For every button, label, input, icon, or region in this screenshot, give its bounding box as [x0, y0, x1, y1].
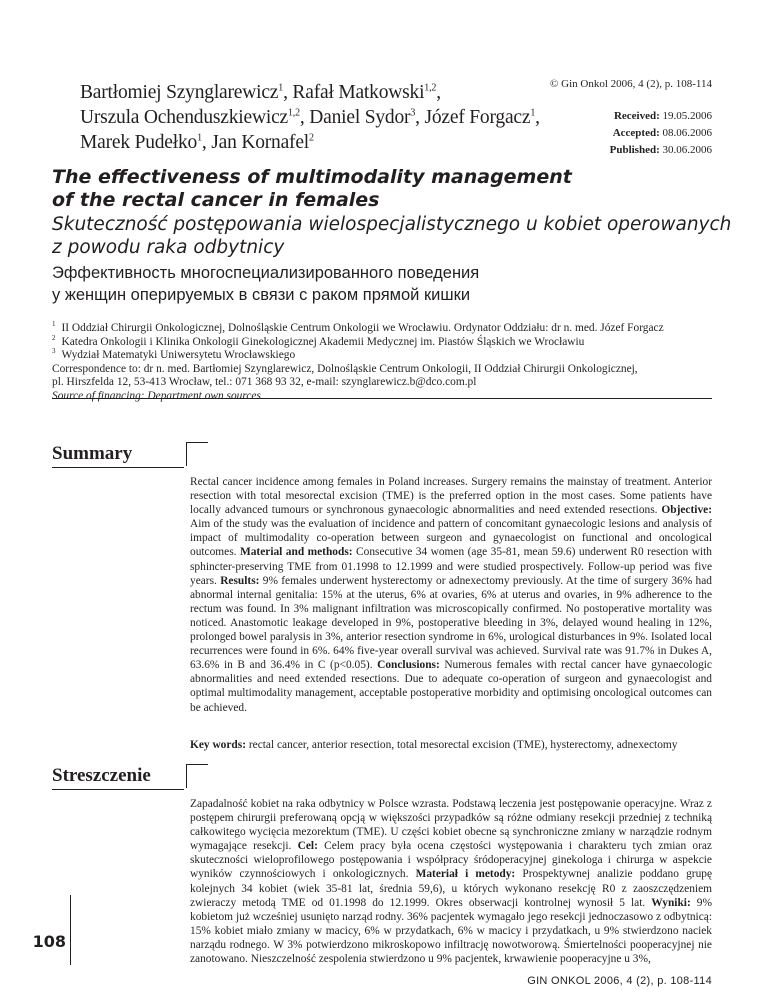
author-separator: , [436, 82, 441, 103]
author-name: Marek Pudełko [80, 132, 198, 153]
streszczenie-divider-vertical [186, 764, 187, 788]
summary-divider-horizontal [186, 442, 208, 443]
author-line-2 [80, 105, 550, 130]
affiliation-2: $^2$ Katedra Onkologii i Klinika Onkologii Ginekologicznej Akademii Medycznej im. Piastów Śląskich we Wrocławiu [52, 333, 585, 348]
affiliation-3: $^3$ Wydział Matematyki Uniwersytetu Wrocławskiego [52, 347, 296, 362]
header-divider [52, 398, 712, 399]
author-name: Urszula Ochenduszkiewicz [80, 107, 288, 128]
received-date: Received: 19.05.2006 [613, 110, 712, 122]
publication-dates [610, 108, 712, 159]
conclusions-label: Conclusions: [377, 659, 440, 672]
accepted-date: Accepted: 08.06.2006 [612, 127, 712, 139]
running-footer: GIN ONKOL 2006, 4 (2), p. 108-114 [527, 975, 712, 987]
wyniki-label: Wyniki: [651, 896, 691, 909]
objective-label: Objective: [661, 504, 712, 517]
author-list [80, 80, 550, 155]
author-separator: , [535, 107, 540, 128]
title-polish: Skuteczność postępowania wielospecjalistycznego u kobiet operowanych z powodu raka odbytnicy [52, 214, 732, 258]
copyright-notice: © Gin Onkol 2006, 4 (2), p. 108-114 [550, 78, 712, 90]
methods-label: Material and methods: [239, 546, 353, 559]
metody-label: Materiał i metody: [415, 868, 516, 881]
summary-heading: Summary [52, 443, 184, 468]
page-number: 108 [32, 932, 66, 951]
author-name: , Rafał Matkowski [283, 82, 425, 103]
cel-label: Cel: [297, 840, 318, 853]
affiliations [52, 322, 722, 404]
author-affil-sup: 1,2 [288, 107, 300, 119]
keywords-label: Key words: [190, 739, 246, 751]
summary-divider-vertical [186, 442, 187, 466]
author-affil-sup: 1 [197, 132, 202, 144]
author-affil-sup: 1 [278, 82, 284, 94]
published-date: Published: 30.06.2006 [609, 144, 712, 156]
author-name: Bartłomiej Szynglarewicz [80, 82, 279, 103]
streszczenie-body: Zapadalność kobiet na raka odbytnicy w Polsce wzrasta. Podstawą leczenia jest postępowanie operacyjne. Wraz z postępem chirurgii preferowaną opcją w większości przypadków są różne odmiany resekcji przedniej z techniką całkowitego wycięcia mezorektum (TME). U części kobiet obecne są synchroniczne zmiany w narządzie rodnym wymagające resekcji. Cel: Celem pracy była ocena częstości występowania i charakteru tych zmian oraz skuteczności wieloprofilowego postępowania i współpracy śródoperacyjnej ginekologa i chirurga w aspekcie wyników czynnościowych i onkologicznych. Materiał i metody: Prospektywnej analizie poddano grupę kolejnych 34 kobiet (wiek 35-81 lat, średnia 59,6), u których wykonano resekcję R0 z zaoszczędzeniem zwieraczy metodą TME od 01.1998 do 12.1999. Okres obserwacji kontrolnej wynosił 5 lat. Wyniki: 9% kobietom już wcześniej usunięto narząd rodny. 36% pacjentek wymagało jego resekcji jednoczasowo z odbytnicą: 15% kobiet miało zmiany w macicy, 6% w przydatkach, 6% w macicy i przydatkach, u 9% stwierdzono naciek narządu rodnego. W 3% potwierdzono mikroskopowo infiltrację nowotworową. Śmiertelności pooperacyjnej nie zanotowano. Nieszczelność zespolenia stwierdzono u 9% pacjentek, krwawienie pooperacyjne u 3%, [190, 798, 713, 966]
keywords: Key words: rectal cancer, anterior resection, total mesorectal excision (TME), hysterectomy, adnexectomy [190, 739, 678, 751]
author-affil-sup: 1,2 [424, 82, 437, 94]
title-russian: Эффективность многоспециализированного поведения у женщин оперируемых в связи с раком прямой кишки [52, 264, 480, 304]
author-line-1 [80, 80, 550, 105]
author-affil-sup: 3 [410, 107, 416, 119]
results-label: Results: [220, 574, 260, 587]
author-line-3 [80, 130, 550, 155]
streszczenie-heading: Streszczenie [52, 765, 184, 790]
author-name: , Józef Forgacz [415, 107, 531, 128]
affiliation-1: $^1$ II Oddział Chirurgii Onkologicznej, Dolnośląskie Centrum Onkologii we Wrocławiu. Ordynator Oddziału: dr n. med. Józef Forgacz [52, 320, 664, 334]
page-number-rule [70, 895, 71, 965]
funding-source: Source of financing: Department own sources [52, 389, 261, 402]
streszczenie-divider-horizontal [186, 764, 208, 765]
author-affil-sup: 1 [530, 107, 536, 119]
author-name: , Daniel Sydor [299, 107, 411, 128]
author-affil-sup: 2 [309, 132, 314, 144]
correspondence: Correspondence to: dr n. med. Bartłomiej Szynglarewicz, Dolnośląskie Centrum Onkologii, II Oddział Chirurgii Onkologicznej, pl. Hirszfelda 12, 53-413 Wrocław, tel.: 071 368 93 32, e-mail: szynglarewicz.b@dco.com.pl [52, 362, 638, 389]
title-english: The effectiveness of multimodality management of the rectal cancer in females [52, 166, 572, 211]
summary-body: Rectal cancer incidence among females in Poland increases. Surgery remains the mainstay of treatment. Anterior resection with total mesorectal excision (TME) is the preferred option in the most cases. Some patients have locally advanced tumours or synchronous gynaecologic abnormalities and need extended resections. Objective: Aim of the study was the evaluation of incidence and pattern of concomitant gynaecologic lesions and analysis of impact of multimodality co-operation between surgeon and gynaecologist on functional and oncological outcomes. Material and methods: Consecutive 34 women (age 35-81, mean 59.6) underwent R0 resection with sphincter-preserving TME from 01.1998 to 12.1999 and were studied prospectively. Follow-up period was five years. Results: 9% females underwent hysterectomy or adnexectomy previously. At the time of surgery 36% had abnormal internal genitalia: 15% at the uterus, 6% at ovaries, 6% at uterus and ovaries, in 9% adherence to the rectum was found. In 3% malignant infiltration was microscopically confirmed. No postoperative mortality was noticed. Anastomotic leakage developed in 9%, postoperative bleeding in 3%, delayed wound healing in 12%, prolonged bowel paralysis in 3%, anterior resection syndrome in 6%, urological disturbances in 9%. Isolated local recurrences were found in 6%. 64% five-year overall survival was achieved. Survival rate was 91.7% in Dukes A, 63.6% in B and 36.4% in C (p<0.05). Conclusions: Numerous females with rectal cancer have gynaecologic abnormalities and need extended resections. Due to adequate co-operation of surgeon and gynaecologist and optimal multimodality management, acceptable postoperative morbidity and optimising oncological outcomes can be achieved. [190, 476, 712, 714]
author-name: , Jan Kornafel [201, 132, 310, 153]
